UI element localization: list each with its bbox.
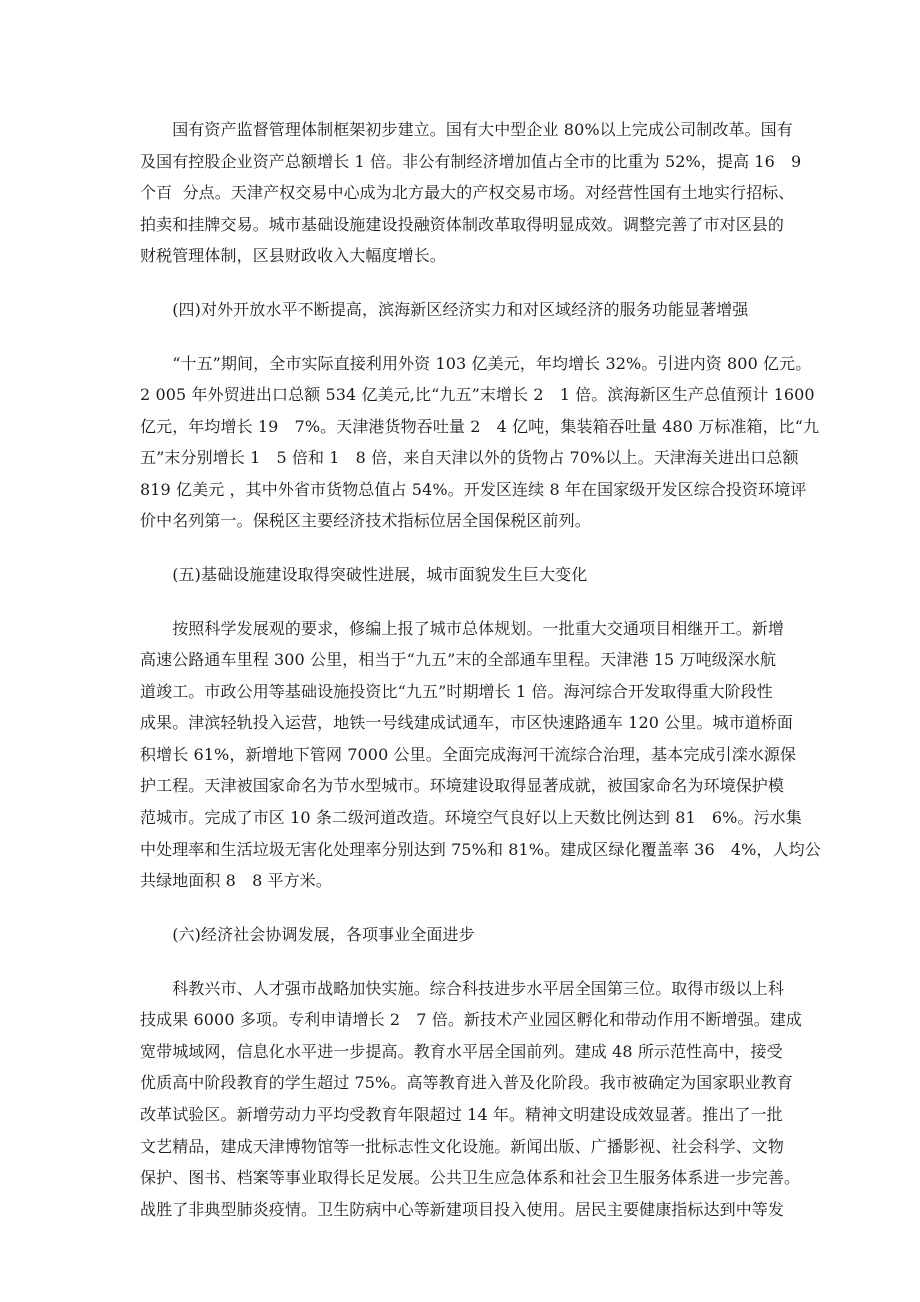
- text-line: 宽带城域网，信息化水平进一步提高。教育水平居全国前列。建成 48 所示范性高中，接受: [140, 1042, 783, 1061]
- text-line: “十五”期间，全市实际直接利用外资 103 亿美元，年均增长 32%。引进内资 800 亿元。: [140, 354, 812, 373]
- text-line: 按照科学发展观的要求，修编上报了城市总体规划。一批重大交通项目相继开工。新增: [140, 619, 785, 638]
- text-line: 范城市。完成了市区 10 条二级河道改造。环境空气良好以上天数比例达到 81 6%。污水集: [140, 808, 802, 827]
- text-line: 保护、图书、档案等事业取得长足发展。公共卫生应急体系和社会卫生服务体系进一步完善。: [140, 1168, 801, 1187]
- text-line: 亿元，年均增长 19 7%。天津港货物吞吐量 2 4 亿吨，集装箱吞吐量 480 万标准箱，比“九: [140, 417, 820, 436]
- text-line: 五”末分别增长 1 5 倍和 1 8 倍，来自天津以外的货物占 70%以上。天津海关进出口总额: [140, 448, 799, 467]
- text-line: 2 005 年外贸进出口总额 534 亿美元,比“九五”末增长 2 1 倍。滨海新区生产总值预计 1600: [140, 385, 815, 404]
- text-line: 共绿地面积 8 8 平方米。: [140, 871, 332, 890]
- text-line: 道竣工。市政公用等基础设施投资比“九五”时期增长 1 倍。海河综合开发取得重大阶段性: [140, 682, 773, 701]
- text-line: 价中名列第一。保税区主要经济技术指标位居全国保税区前列。: [140, 511, 591, 530]
- text-line: 国有资产监督管理体制框架初步建立。国有大中型企业 80%以上完成公司制改革。国有: [140, 120, 793, 139]
- text-line: (六)经济社会协调发展，各项事业全面进步: [140, 925, 475, 944]
- text-line: 护工程。天津被国家命名为节水型城市。环境建设取得显著成就，被国家命名为环境保护模: [140, 776, 785, 795]
- text-line: 优质高中阶段教育的学生超过 75%。高等教育进入普及化阶段。我市被确定为国家职业教育: [140, 1073, 793, 1092]
- text-line: 高速公路通车里程 300 公里，相当于“九五”末的全部通车里程。天津港 15 万吨级深水航: [140, 650, 777, 669]
- text-line: 成果。津滨轻轨投入运营，地铁一号线建成试通车，市区快速路通车 120 公里。城市道桥面: [140, 713, 794, 732]
- text-line: 战胜了非典型肺炎疫情。卫生防病中心等新建项目投入使用。居民主要健康指标达到中等发: [140, 1200, 785, 1219]
- text-line: (五)基础设施建设取得突破性进展，城市面貌发生巨大变化: [140, 565, 588, 584]
- text-line: 拍卖和挂牌交易。城市基础设施建设投融资体制改革取得明显成效。调整完善了市对区县的: [140, 215, 785, 234]
- text-line: 819 亿美元 ，其中外省市货物总值占 54%。开发区连续 8 年在国家级开发区综合投资环境评: [140, 480, 807, 499]
- text-line: 中处理率和生活垃圾无害化处理率分别达到 75%和 81%。建成区绿化覆盖率 36 4%，人均公: [140, 840, 821, 859]
- text-line: 个百 分点。天津产权交易中心成为北方最大的产权交易市场。对经营性国有土地实行招标、: [140, 183, 795, 202]
- text-line: 改革试验区。新增劳动力平均受教育年限超过 14 年。精神文明建设成效显著。推出了一批: [140, 1105, 783, 1124]
- text-line: 积增长 61%，新增地下管网 7000 公里。全面完成海河干流综合治理，基本完成引滦水源保: [140, 745, 797, 764]
- text-line: 及国有控股企业资产总额增长 1 倍。非公有制经济增加值占全市的比重为 52%，提高 16 9: [140, 152, 802, 171]
- text-line: 文艺精品，建成天津博物馆等一批标志性文化设施。新闻出版、广播影视、社会科学、文物: [140, 1137, 785, 1156]
- text-line: (四)对外开放水平不断提高，滨海新区经济实力和对区域经济的服务功能显著增强: [140, 300, 749, 319]
- text-line: 技成果 6000 多项。专利申请增长 2 7 倍。新技术产业园区孵化和带动作用不断增强。建成: [140, 1010, 803, 1029]
- text-line: 科教兴市、人才强市战略加快实施。综合科技进步水平居全国第三位。取得市级以上科: [140, 979, 785, 998]
- text-line: 财税管理体制，区县财政收入大幅度增长。: [140, 246, 446, 265]
